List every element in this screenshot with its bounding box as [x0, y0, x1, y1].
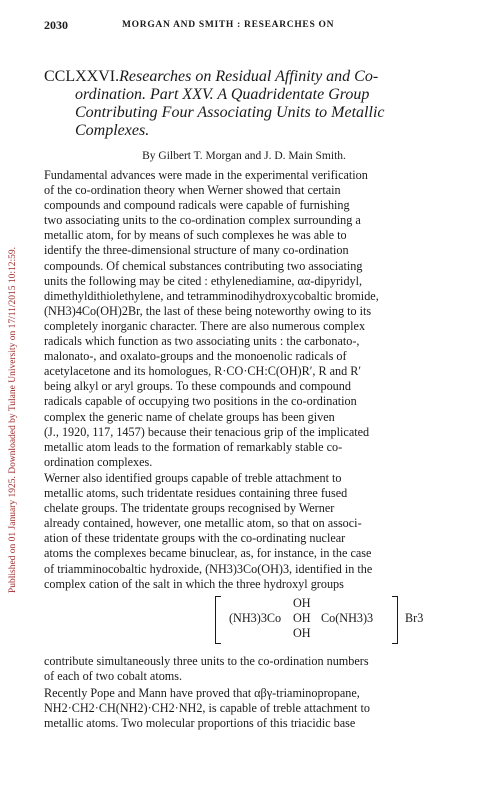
text-line: Fundamental advances were made in the experimental verification: [44, 168, 368, 182]
article-title: [44, 68, 444, 140]
text-line: already contained, however, one metallic atom, so that on associ-: [44, 516, 362, 531]
left-bracket: [215, 596, 221, 644]
watermark-text: Published on 01 January 1925. Downloaded by Tulane University on 17/11/2015 10:12:59.: [8, 246, 18, 594]
paragraph-1: [44, 168, 444, 470]
text-line: metallic atoms, such tridentate residues containing three fused: [44, 486, 348, 501]
text-line: metallic atoms. Two molecular proportions of this triacidic base: [44, 716, 356, 731]
text-line: radicals capable of occupying two positions in the co-ordination: [44, 394, 357, 409]
formula-oh-middle: OH: [293, 611, 311, 625]
download-watermark: [2, 100, 24, 740]
text-line: NH2·CH2·CH(NH2)·CH2·NH2, is capable of treble attachment to: [44, 701, 370, 716]
page-header: [44, 18, 444, 36]
text-line: identify the three-dimensional structure of many co-ordination: [44, 243, 349, 258]
title-line-4: Complexes.: [75, 122, 150, 139]
text-line: of triamminocobaltic hydroxide, (NH3)3Co(OH)3, identified in the: [44, 561, 373, 576]
text-line: being alkyl or aryl groups. To these compounds and compound: [44, 379, 351, 394]
running-head: MORGAN AND SMITH : RESEARCHES ON: [122, 20, 335, 30]
text-line: acetylacetone and its homologues, R·CO·CH:C(OH)R′, R and R′: [44, 364, 362, 379]
text-line: chelate groups. The tridentate groups recognised by Werner: [44, 501, 335, 516]
text-line: metallic atom leads to the formation of remarkably stable co-: [44, 439, 343, 454]
text-line: metallic atom, for by means of such complexes he was able to: [44, 228, 347, 243]
title-line-2: ordination. Part XXV. A Quadridentate Group: [75, 86, 370, 103]
text-line: complex cation of the salt in which the three hydroxyl groups: [44, 576, 344, 591]
text-line: ation of these tridentate groups with the co-ordinating nuclear: [44, 531, 346, 546]
paragraph-4: [44, 686, 444, 731]
paragraph-2: [44, 471, 444, 592]
text-line: contribute simultaneously three units to the co-ordination numbers: [44, 654, 369, 668]
text-line: of the co-ordination theory when Werner showed that certain: [44, 183, 341, 198]
text-line: of each of two cobalt atoms.: [44, 669, 183, 684]
text-line: (NH3)4Co(OH)2Br, the last of these being noteworthy owing to its: [44, 303, 372, 318]
paragraph-3: [44, 654, 444, 684]
text-line: units the following may be cited : ethylenediamine, αα-dipyridyl,: [44, 273, 363, 288]
authors: By Gilbert T. Morgan and J. D. Main Smith.: [142, 150, 346, 162]
text-line: completely inorganic character. There are also numerous complex: [44, 318, 366, 333]
formula-anion: Br3: [405, 611, 424, 625]
text-line: compounds. Of chemical substances contributing two associating: [44, 258, 363, 273]
formula-right: Co(NH3)3: [321, 611, 374, 625]
formula-oh-top: OH: [293, 596, 311, 610]
text-line: dimethyldithiolethylene, and tetramminodihydroxycobaltic bromide,: [44, 288, 379, 303]
text-line: radicals which function as two associating units : the carbonato-,: [44, 334, 360, 349]
text-line: Werner also identified groups capable of treble attachment to: [44, 471, 342, 485]
formula-oh-bottom: OH: [293, 626, 311, 640]
text-line: atoms the complexes became binuclear, as, for instance, in the case: [44, 546, 372, 561]
title-line-3: Contributing Four Associating Units to Metallic: [75, 104, 385, 121]
chemical-formula: [215, 596, 445, 644]
text-line: compounds and compound radicals were capable of furnishing: [44, 198, 350, 213]
page-number: 2030: [44, 18, 68, 32]
text-line: malonato-, and oxalato-groups and the monoenolic radicals of: [44, 349, 347, 364]
text-line: two associating units to the co-ordination complex surrounding a: [44, 213, 361, 228]
right-bracket: [392, 596, 398, 644]
text-line: complex the generic name of chelate groups has been given: [44, 409, 335, 424]
title-line-1: Researches on Residual Affinity and Co-: [119, 68, 379, 85]
formula-left: (NH3)3Co: [229, 611, 282, 625]
text-line: Recently Pope and Mann have proved that αβγ-triaminopropane,: [44, 686, 360, 700]
text-line: ordination complexes.: [44, 454, 153, 469]
title-number: CCLXXVI.: [44, 68, 120, 85]
text-line: (J., 1920, 117, 1457) because their tenacious grip of the implicated: [44, 424, 370, 439]
